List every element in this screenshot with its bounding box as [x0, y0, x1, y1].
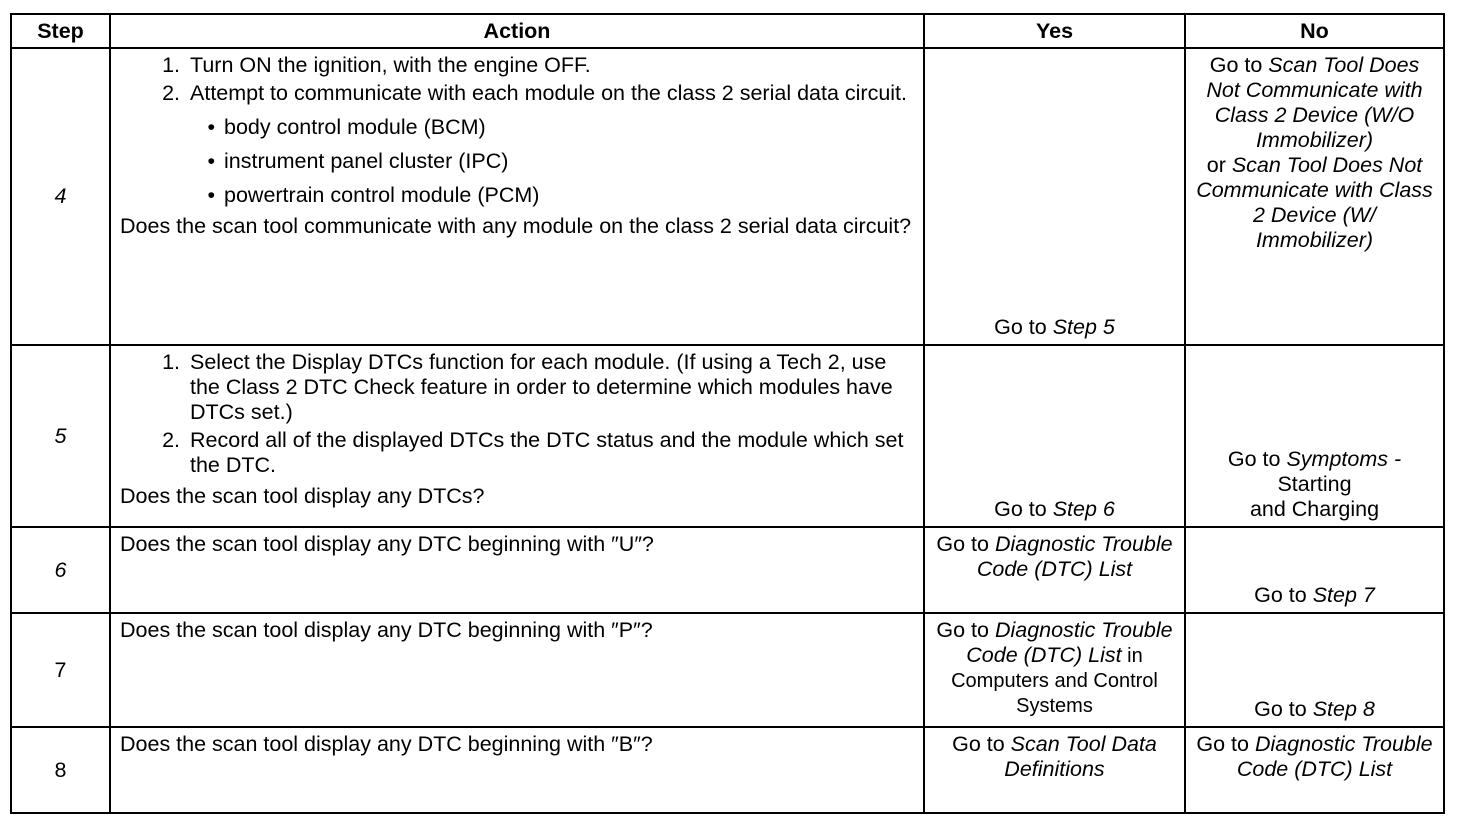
step-number: 8	[11, 727, 110, 813]
action-item: 1. Turn ON the ignition, with the engine OFF.	[162, 53, 591, 77]
action-question: Does the scan tool display any DTCs?	[120, 484, 485, 508]
header-row	[11, 14, 1444, 48]
no-link[interactable]: Go to Step 8	[1254, 697, 1375, 721]
yes-cell	[924, 527, 1185, 613]
action-cell	[110, 527, 924, 613]
no-link[interactable]: Go to Diagnostic Trouble Code (DTC) List	[1196, 732, 1433, 781]
action-bullet: • powertrain control module (PCM)	[207, 183, 540, 207]
action-question: Does the scan tool display any DTC beginning with ″U″?	[120, 532, 654, 556]
table-row	[11, 613, 1444, 727]
action-item: 2. Attempt to communicate with each module on the class 2 serial data circuit.	[162, 81, 908, 105]
action-question: Does the scan tool communicate with any module on the class 2 serial data circuit?	[120, 214, 912, 238]
no-link[interactable]: Scan Tool Does Not Communicate with Class 2 Device (W/O Immobilizer)	[1206, 53, 1423, 152]
action-bullet: • body control module (BCM)	[207, 115, 486, 139]
no-cell	[1185, 727, 1444, 813]
yes-cell	[924, 727, 1185, 813]
no-link[interactable]: Go to Symptoms - Starting and Charging	[1227, 447, 1402, 521]
action-cell	[110, 345, 924, 527]
no-cell	[1185, 345, 1444, 527]
no-cell	[1185, 527, 1444, 613]
no-cell	[1185, 613, 1444, 727]
action-question: Does the scan tool display any DTC beginning with ″P″?	[120, 618, 653, 642]
header-step: Step	[11, 14, 110, 48]
diagnostic-table	[10, 13, 1445, 814]
action-cell	[110, 727, 924, 813]
action-cell	[110, 613, 924, 727]
table-row	[11, 48, 1444, 345]
action-item: 2. Record all of the displayed DTCs the DTC status and the module which set the DTC.	[162, 428, 904, 477]
table-row	[11, 727, 1444, 813]
yes-link[interactable]: Go to Step 6	[994, 497, 1115, 521]
step-number: 5	[11, 345, 110, 527]
step-number: 6	[11, 527, 110, 613]
step-number: 7	[11, 613, 110, 727]
table-row	[11, 527, 1444, 613]
yes-link[interactable]: Go to Step 5	[994, 315, 1115, 339]
header-action: Action	[110, 14, 924, 48]
header-yes: Yes	[924, 14, 1185, 48]
yes-cell	[924, 48, 1185, 345]
yes-link[interactable]: Go to Diagnostic Trouble Code (DTC) List	[936, 532, 1173, 581]
yes-cell	[924, 613, 1185, 727]
action-bullet: • instrument panel cluster (IPC)	[207, 149, 509, 173]
no-link[interactable]: Scan Tool Does Not Communicate with Class 2 Device (W/ Immobilizer)	[1196, 153, 1433, 252]
yes-cell	[924, 345, 1185, 527]
step-number: 4	[11, 48, 110, 345]
no-cell: Go to Scan Tool Does Not Communicate with Class 2 Device (W/O Immobilizer) or Scan Tool Does Not Communicate with Class 2 Device (W/ Immobilizer)	[1185, 48, 1444, 345]
table-row	[11, 345, 1444, 527]
action-question: Does the scan tool display any DTC beginning with ″B″?	[120, 732, 653, 756]
action-cell	[110, 48, 924, 345]
no-link[interactable]: Go to Step 7	[1254, 583, 1375, 607]
yes-link[interactable]: Go to Scan Tool Data Definitions	[952, 732, 1157, 781]
yes-link[interactable]: Go to Diagnostic Trouble Code (DTC) List in Computers and Control Systems	[936, 618, 1173, 717]
action-item: 1. Select the Display DTCs function for each module. (If using a Tech 2, use the Class 2 DTC Check feature in order to determine which modules have DTCs set.)	[162, 350, 893, 424]
header-no: No	[1185, 14, 1444, 48]
